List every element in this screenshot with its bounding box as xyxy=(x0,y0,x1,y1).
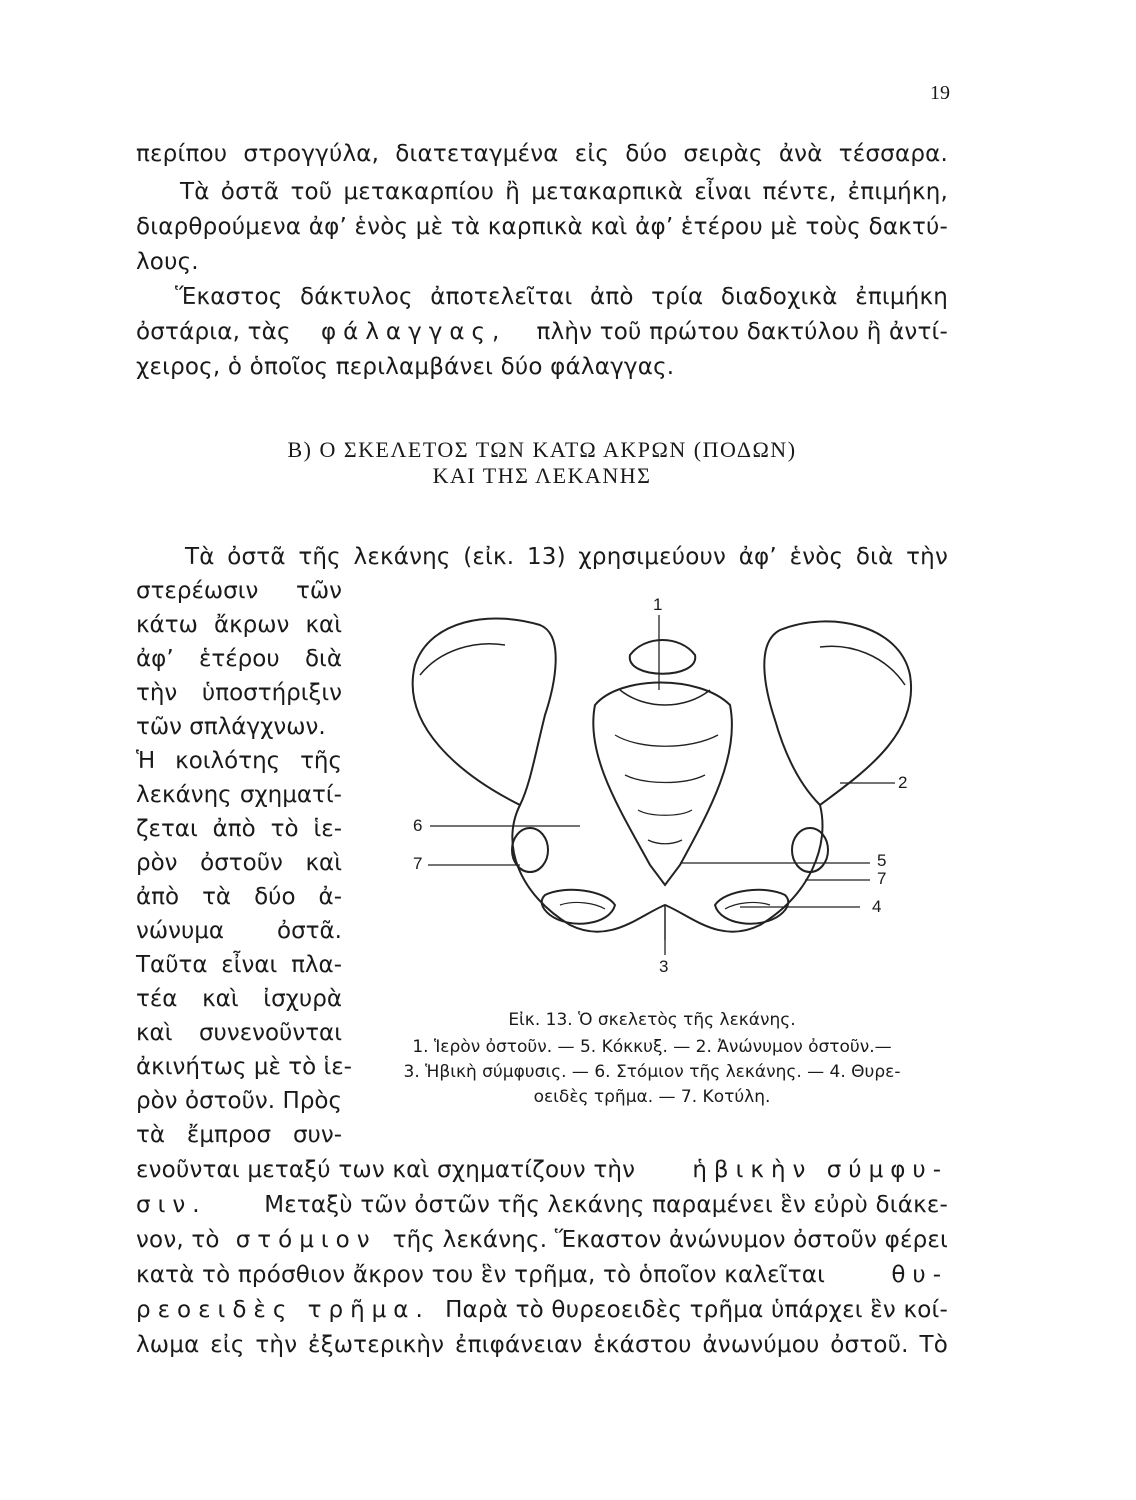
para3-line1: Τὰ ὀστᾶ τῆς λεκάνης (εἰκ. 13) χρησιμεύουν ἀφ’ ἑνὸς διὰ τὴν xyxy=(185,544,948,570)
para4-text: τῆς λεκάνης. Ἕκαστον ἀνώνυμον ὀστοῦν φέρει xyxy=(392,1227,948,1253)
figure-label: 7 xyxy=(413,854,423,873)
figure-label: 2 xyxy=(898,773,908,792)
para4-line1 xyxy=(136,1153,948,1188)
narrow-line: ρὸν ὀστοῦν καὶ xyxy=(136,850,342,876)
figure-caption-line2: 3. Ἡβικὴ σύμφυσις. — 6. Στόμιον τῆς λεκάνης. — 4. Θυρε- xyxy=(403,1062,901,1082)
figure-label: 6 xyxy=(413,816,423,835)
para4-text: Μεταξὺ τῶν ὀστῶν τῆς λεκάνης παραμένει ἓν εὐρὺ διάκε- xyxy=(264,1192,948,1218)
para4-text: ενοῦνται μεταξύ των καὶ σχηματίζουν τὴν xyxy=(136,1157,636,1183)
para4-line5 xyxy=(136,1293,948,1328)
narrow-line: τῶν σπλάγχνων. xyxy=(136,714,326,740)
narrow-line: ἀκινήτως μὲ τὸ ἱε- xyxy=(136,1054,352,1080)
obturator-foramen-term: θυ- xyxy=(891,1262,948,1288)
para2-text-b: πλὴν τοῦ πρώτου δακτύλου ἢ ἀντί- xyxy=(536,319,948,345)
para1-line1: περίπου στρογγύλα, διατεταγμένα εἰς δύο σειρὰς ἀνὰ τέσσαρα. xyxy=(136,141,948,167)
section-heading-line1: Β) Ο ΣΚΕΛΕΤΟΣ ΤΩΝ ΚΑΤΩ ΑΚΡΩΝ (ΠΟΔΩΝ) xyxy=(287,437,797,462)
figure-label: 1 xyxy=(653,595,663,614)
narrow-line: καὶ συνενοῦνται xyxy=(136,1020,342,1046)
narrow-line: τέα καὶ ἰσχυρὰ xyxy=(136,986,342,1012)
figure-label: 4 xyxy=(872,897,882,916)
narrow-line: λεκάνης σχηματί- xyxy=(136,782,342,808)
para2-line3: χειρος, ὁ ὁποῖος περιλαμβάνει δύο φάλαγγας. xyxy=(136,354,675,380)
figure-label: 5 xyxy=(877,851,887,870)
narrow-line: Ταῦτα εἶναι πλα- xyxy=(136,952,342,978)
page-number: 19 xyxy=(930,82,950,104)
pubic-symphysis-term-end: σιν. xyxy=(136,1192,207,1218)
pelvic-inlet-term: στόμιον xyxy=(235,1227,377,1253)
figure-label: 3 xyxy=(659,957,669,976)
figure-caption-title: Εἰκ. 13. Ὁ σκελετὸς τῆς λεκάνης. xyxy=(508,1010,796,1030)
para2-line1: Ἕκαστος δάκτυλος ἀποτελεῖται ἀπὸ τρία διαδοχικὰ ἐπιμήκη xyxy=(175,284,948,310)
narrow-line: ρὸν ὀστοῦν. Πρὸς xyxy=(136,1088,342,1114)
para2-text-a: ὀστάρια, τὰς xyxy=(136,319,291,345)
narrow-line: νώνυμα ὀστᾶ. xyxy=(136,918,342,944)
obturator-foramen-term-end: ρεοειδὲς τρῆμα. xyxy=(136,1297,430,1323)
narrow-line: Ἡ κοιλότης τῆς xyxy=(136,748,342,774)
para4-line6: λωμα εἰς τὴν ἐξωτερικὴν ἐπιφάνειαν ἑκάστου ἀνωνύμου ὀστοῦ. Τὸ xyxy=(136,1332,948,1358)
narrow-line: τὴν ὑποστήριξιν xyxy=(136,680,342,706)
narrow-line: ζεται ἀπὸ τὸ ἱε- xyxy=(136,816,342,842)
narrow-line: στερέωσιν τῶν xyxy=(136,578,342,604)
figure-caption-line1: 1. Ἱερὸν ὀστοῦν. — 5. Κόκκυξ. — 2. Ἀνώνυμον ὀστοῦν.— xyxy=(412,1037,892,1057)
narrow-line: ἀπὸ τὰ δύο ἀ- xyxy=(136,884,342,910)
narrow-line: κάτω ἄκρων καὶ xyxy=(136,612,342,638)
para4-line3 xyxy=(136,1223,948,1258)
narrow-line: τὰ ἔμπροσ συν- xyxy=(136,1122,342,1148)
pubic-symphysis-term: ἡβικὴν σύμφυ- xyxy=(692,1157,948,1183)
figure-caption-line3: οειδὲς τρῆμα. — 7. Κοτύλη. xyxy=(533,1087,771,1107)
para2-line2 xyxy=(136,315,948,350)
phalanges-term: φάλαγγας, xyxy=(320,319,507,345)
figure-label: 7 xyxy=(877,869,887,888)
para4-line2 xyxy=(136,1188,948,1223)
para4-line4 xyxy=(136,1258,948,1293)
pelvis-illustration xyxy=(380,595,950,995)
para1-line3: διαρθρούμενα ἀφ’ ἑνὸς μὲ τὰ καρπικὰ καὶ ἀφ’ ἑτέρου μὲ τοὺς δακτύ- xyxy=(136,214,948,240)
para1-line4: λους. xyxy=(136,249,199,275)
para1-line2: Τὰ ὀστᾶ τοῦ μετακαρπίου ἢ μετακαρπικὰ εἶναι πέντε, ἐπιμήκη, xyxy=(180,179,948,205)
para4-text: κατὰ τὸ πρόσθιον ἄκρον του ἓν τρῆμα, τὸ ὁποῖον καλεῖται xyxy=(136,1262,826,1288)
para4-text: Παρὰ τὸ θυρεοειδὲς τρῆμα ὑπάρχει ἓν κοί- xyxy=(445,1297,948,1323)
narrow-line: ἀφ’ ἑτέρου διὰ xyxy=(136,646,342,672)
pelvis-figure xyxy=(380,595,950,995)
section-heading-line2: ΚΑΙ ΤΗΣ ΛΕΚΑΝΗΣ xyxy=(432,463,652,488)
para4-text: νον, τὸ xyxy=(136,1227,220,1253)
